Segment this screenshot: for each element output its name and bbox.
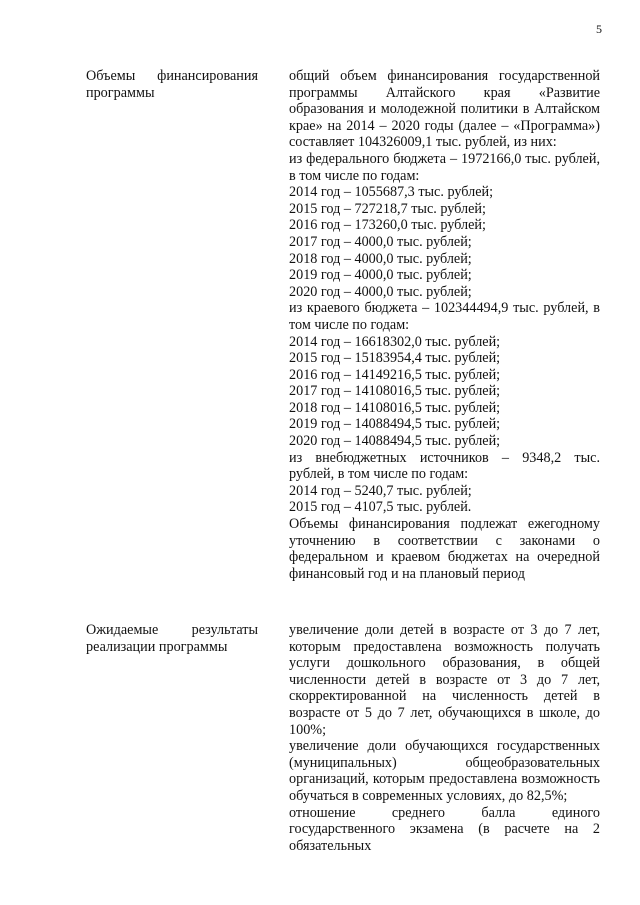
extra-year-item: 2015 год – 4107,5 тыс. рублей.	[289, 499, 472, 516]
financing-label	[86, 68, 258, 101]
page-number: 5	[596, 22, 602, 36]
financing-label-line1: Объемы финансирования	[86, 68, 258, 84]
regional-year-item: 2019 год – 14088494,5 тыс. рублей;	[289, 416, 501, 433]
regional-year-item: 2016 год – 14149216,5 тыс. рублей;	[289, 366, 501, 383]
regional-year-item: 2015 год – 15183954,4 тыс. рублей;	[289, 350, 501, 367]
results-content	[289, 622, 600, 854]
result-item: увеличение доли детей в возрасте от 3 до 7 лет, которым предоставлена возможность получать услуги дошкольного образования, в общей численности детей в возрасте от 3 до 7 лет, скорректированной на численность детей в возрасте от 5 до 7 лет, обучающихся в школе, до 100%;	[289, 622, 600, 738]
federal-budget-intro: из федерального бюджета – 1972166,0 тыс. рублей, в том числе по годам:	[289, 150, 600, 184]
regional-year-item: 2017 год – 14108016,5 тыс. рублей;	[289, 383, 501, 400]
regional-year-item: 2014 год – 16618302,0 тыс. рублей;	[289, 333, 501, 350]
regional-budget-intro: из краевого бюджета – 102344494,9 тыс. рублей, в том числе по годам:	[289, 300, 600, 333]
results-label-line1: Ожидаемые результаты	[86, 622, 258, 638]
extra-budget-intro: из внебюджетных источников – 9348,2 тыс. рублей, в том числе по годам:	[289, 449, 600, 483]
extra-year-item: 2014 год – 5240,7 тыс. рублей;	[289, 482, 472, 499]
federal-year-item: 2020 год – 4000,0 тыс. рублей;	[289, 283, 472, 300]
results-label	[86, 622, 258, 655]
financing-label-line2: программы	[86, 84, 155, 101]
federal-year-item: 2015 год – 727218,7 тыс. рублей;	[289, 200, 486, 217]
federal-year-item: 2016 год – 173260,0 тыс. рублей;	[289, 217, 486, 234]
federal-year-item: 2014 год – 1055687,3 тыс. рублей;	[289, 184, 494, 201]
federal-year-item: 2018 год – 4000,0 тыс. рублей;	[289, 250, 472, 267]
federal-year-item: 2017 год – 4000,0 тыс. рублей;	[289, 233, 472, 250]
regional-year-item: 2018 год – 14108016,5 тыс. рублей;	[289, 399, 501, 416]
regional-year-item: 2020 год – 14088494,5 тыс. рублей;	[289, 433, 501, 450]
financing-note: Объемы финансирования подлежат ежегодному уточнению в соответствии с законами о федеральном и краевом бюджетах на очередной финансовый год и на плановый период	[289, 516, 600, 582]
financing-content	[289, 68, 600, 582]
result-item: отношение среднего балла единого государственного экзамена (в расчете на 2 обязательных	[289, 804, 600, 854]
federal-years-list	[289, 184, 600, 300]
extra-years-list	[289, 483, 600, 516]
results-label-line2: реализации программы	[86, 638, 228, 655]
regional-years-list	[289, 334, 600, 450]
federal-year-item: 2019 год – 4000,0 тыс. рублей;	[289, 267, 472, 284]
result-item: увеличение доли обучающихся государственных (муниципальных) общеобразовательных организаций, которым предоставлена возможность обучаться в современных условиях, до 82,5%;	[289, 738, 600, 804]
financing-intro: общий объем финансирования государственной программы Алтайского края «Развитие образования и молодежной политики в Алтайском крае» на 2014 – 2020 годы (далее – «Программа») составляет 104326009,1 тыс. рублей, из них:	[289, 68, 600, 151]
